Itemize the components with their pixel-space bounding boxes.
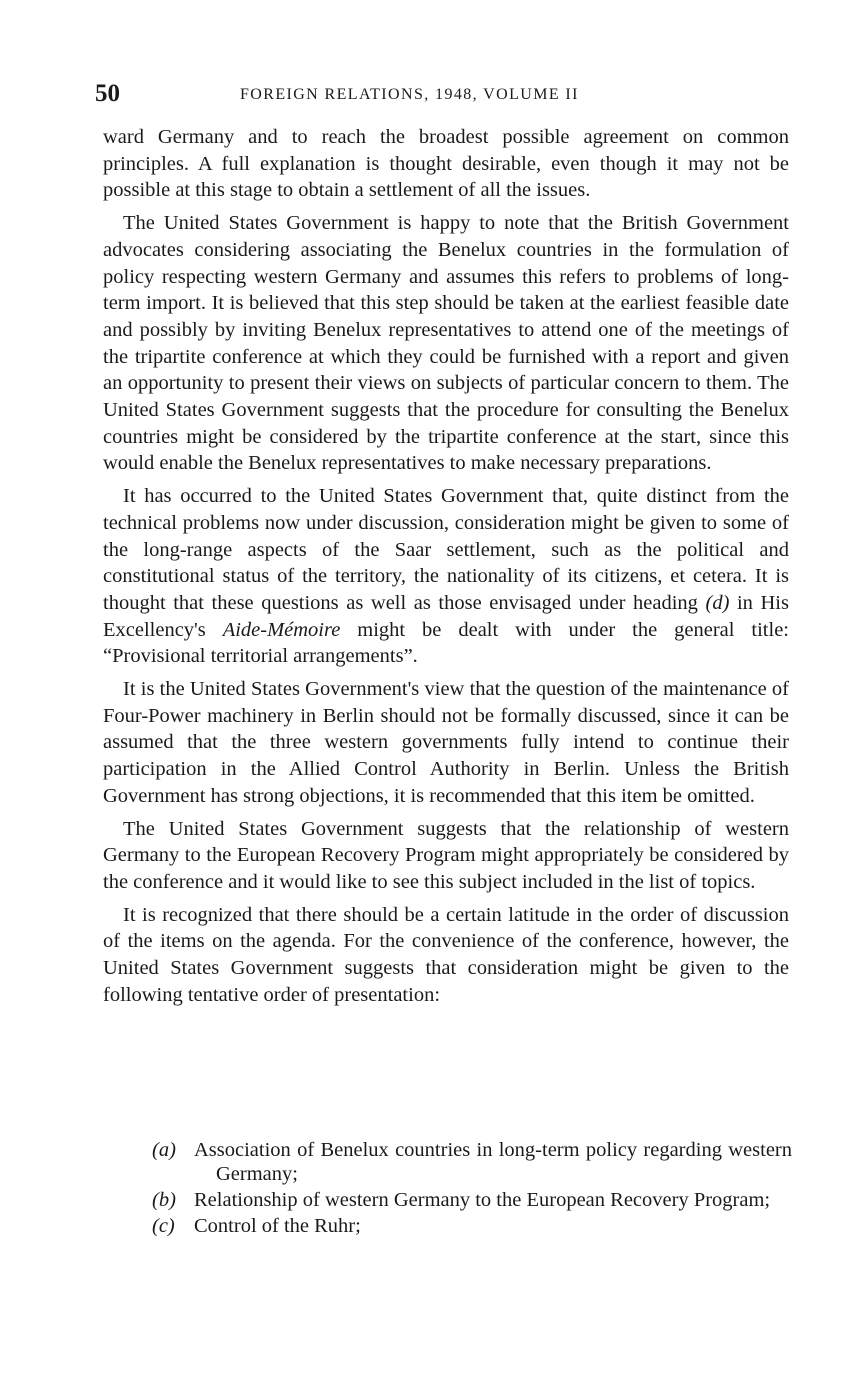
body-text <box>103 124 789 1015</box>
paragraph: The United States Government is happy to note that the British Government advocates considering associating the Benelux countries in the formulation of policy respecting western Germany and assumes this refers to problems of long-term import. It is believed that this step should be taken at the earliest feasible date and possibly by inviting Benelux representatives to attend one of the meetings of the tripartite conference at which they could be furnished with a report and given an opportunity to present their views on subjects of particular concern to them. The United States Government suggests that the procedure for consulting the Benelux countries might be considered by the tripartite conference at the start, since this would enable the Benelux representatives to make necessary preparations. <box>103 212 789 475</box>
saar-text-part3: might be dealt with under the general title: “Provisional territorial arrangements”. <box>103 618 789 668</box>
heading-reference: (d) <box>705 591 730 614</box>
agenda-list <box>152 1138 792 1240</box>
aide-memoire-title: Aide-Mémoire <box>222 618 341 641</box>
paragraph: It is recognized that there should be a certain latitude in the order of discussion of the items on the agenda. For the convenience of the conference, however, the United States Government suggests that consideration might be given to the following tentative order of presentation: <box>103 903 789 1006</box>
list-marker: (a) <box>152 1139 176 1161</box>
list-item <box>152 1188 792 1212</box>
list-marker: (c) <box>152 1215 175 1237</box>
saar-text-part1: It has occurred to the United States Government that, quite distinct from the technical problems now under discussion, consideration might be given to some of the long-range aspects of the Saar settlement, such as the political and constitutional status of the territory, the nationality of its citizens, et cetera. It is thought that these questions as well as those envisaged under heading <box>103 485 789 614</box>
paragraph: It is the United States Government's view that the question of the maintenance of Four-Power machinery in Berlin should not be formally discussed, since it can be assumed that the three western governments fully intend to continue their participation in the Allied Control Authority in Berlin. Unless the British Government has strong objections, it is recommended that this item be omitted. <box>103 678 789 807</box>
page-header <box>95 80 795 112</box>
page-number: 50 <box>95 80 120 107</box>
paragraph: The United States Government suggests that the relationship of western Germany to the European Recovery Program might appropriately be considered by the conference and it would like to see this subject included in the list of topics. <box>103 817 789 893</box>
list-item-text: Control of the Ruhr; <box>194 1215 361 1237</box>
paragraph: ward Germany and to reach the broadest possible agreement on common principles. A full explanation is thought desirable, even though it may not be possible at this stage to obtain a settlement of all the issues. <box>103 126 789 202</box>
saar-text-part2: in His Excellency's <box>103 591 789 641</box>
list-item-text: Relationship of western Germany to the European Recovery Program; <box>194 1189 771 1211</box>
saar-paragraph <box>103 483 789 670</box>
list-marker: (b) <box>152 1189 176 1211</box>
list-item-text: Association of Benelux countries in long-term policy regarding western Germany; <box>194 1139 792 1185</box>
list-item <box>152 1214 792 1238</box>
list-item <box>152 1138 792 1186</box>
running-head: FOREIGN RELATIONS, 1948, VOLUME II <box>240 86 579 103</box>
